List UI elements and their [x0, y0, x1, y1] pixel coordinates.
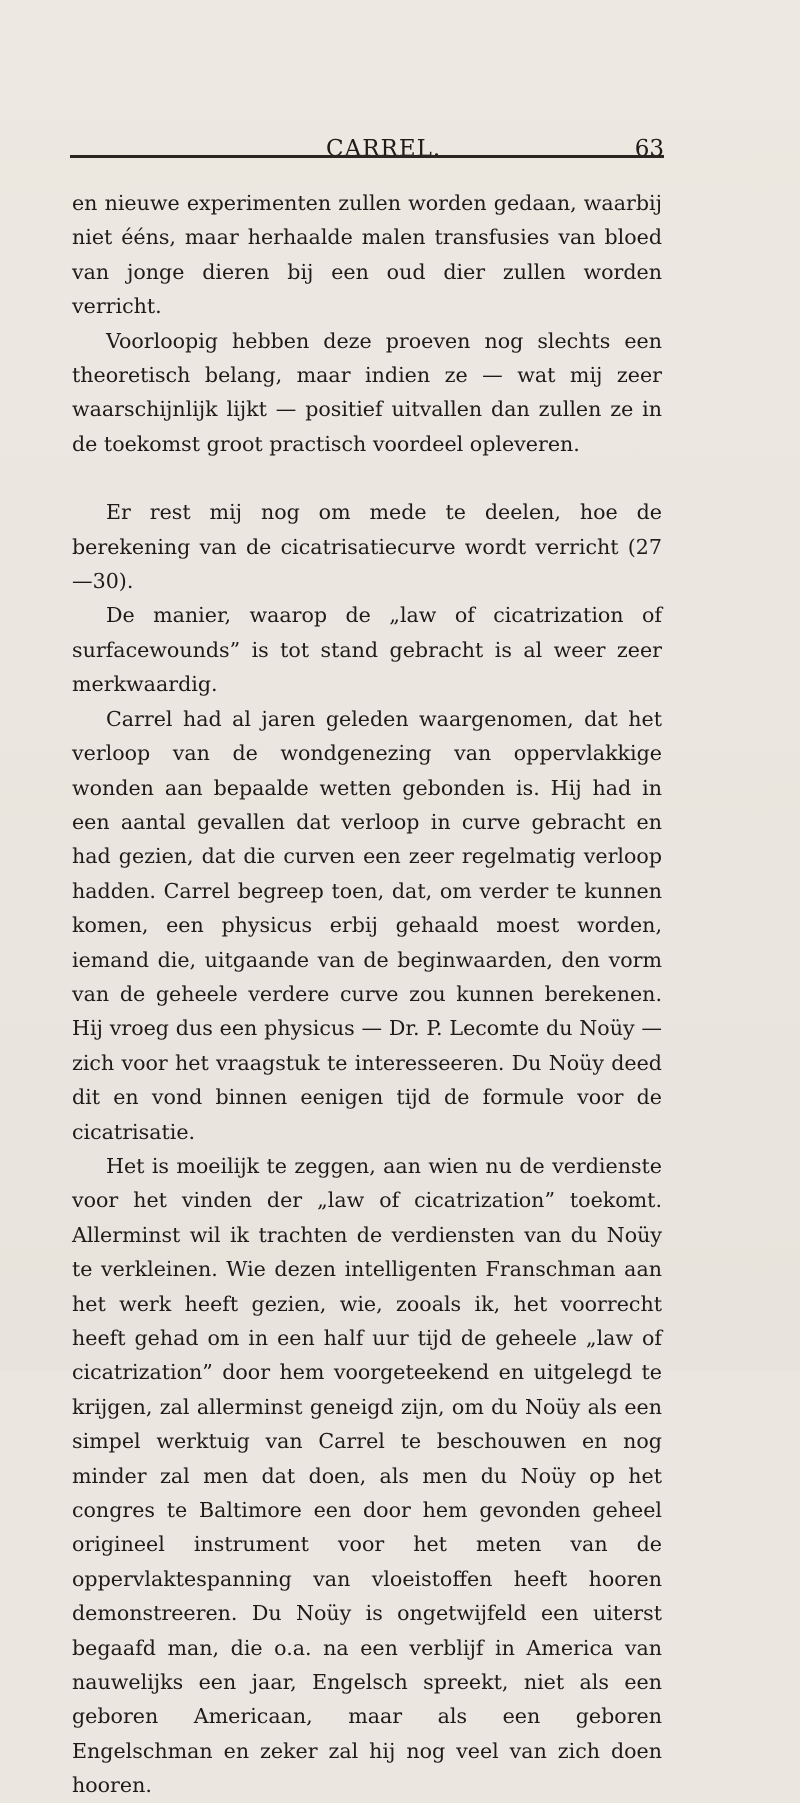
paragraph-berekening: Er rest mij nog om mede te deelen, hoe de berekening van de cicatrisatiecurve wordt verricht (27—30).: [72, 500, 662, 594]
paragraph-voorloopig: Voorloopig hebben deze proeven nog slechts een theoretisch belang, maar indien ze — wat mij zeer waarschijnlijk lijkt — positief uitvallen dan zullen ze in de toekomst groot practisch voordeel opleveren.: [72, 328, 662, 456]
page-number: 63: [634, 136, 664, 162]
running-head: CARREL.: [326, 136, 442, 162]
page-header: [70, 128, 664, 168]
paragraph-continuation: en nieuwe experimenten zullen worden gedaan, waarbij niet ééns, maar herhaalde malen transfusies van bloed van jonge dieren bij een oud dier zullen worden verricht.: [72, 191, 662, 319]
paragraph-law-of-cicatrization: De manier, waarop de „law of cicatrization of surfacewounds” is tot stand gebracht is al weer zeer merkwaardig.: [72, 603, 662, 697]
header-rule: [70, 155, 664, 158]
body-text: [72, 186, 662, 1803]
paragraph-du-nouy: Het is moeilijk te zeggen, aan wien nu de verdienste voor het vinden der „law of cicatrization” toekomt. Allerminst wil ik trachten de verdiensten van du Noüy te verkleinen. Wie dezen intelligenten Franschman aan het werk heeft gezien, wie, zooals ik, het voorrecht heeft gehad om in een half uur tijd de geheele „law of cicatrization” door hem voorgeteekend en uitgelegd te krijgen, zal allerminst geneigd zijn, om du Noüy als een simpel werktuig van Carrel te beschouwen en nog minder zal men dat doen, als men du Noüy op het congres te Baltimore een door hem gevonden geheel origineel instrument voor het meten van de oppervlaktespanning van vloeistoffen heeft hooren demonstreeren. Du Noüy is ongetwijfeld een uiterst begaafd man, die o.a. na een verblijf in America van nauwelijks een jaar, Engelsch spreekt, niet als een geboren Americaan, maar als een geboren Engelschman en zeker zal hij nog veel van zich doen hooren.: [72, 1153, 662, 1798]
paragraph-carrel: Carrel had al jaren geleden waargenomen, dat het verloop van de wondgenezing van oppervlakkige wonden aan bepaalde wetten gebonden is. Hij had in een aantal gevallen dat verloop in curve gebracht en had gezien, dat die curven een zeer regelmatig verloop hadden. Carrel begreep toen, dat, om verder te kunnen komen, een physicus erbij gehaald moest worden, iemand die, uitgaande van de beginwaarden, den vorm van de geheele verdere curve zou kunnen berekenen. Hij vroeg dus een physicus — Dr. P. Lecomte du Noüy — zich voor het vraagstuk te interesseeren. Du Noüy deed dit en vond binnen eenigen tijd de formule voor de cicatrisatie.: [72, 706, 662, 1144]
